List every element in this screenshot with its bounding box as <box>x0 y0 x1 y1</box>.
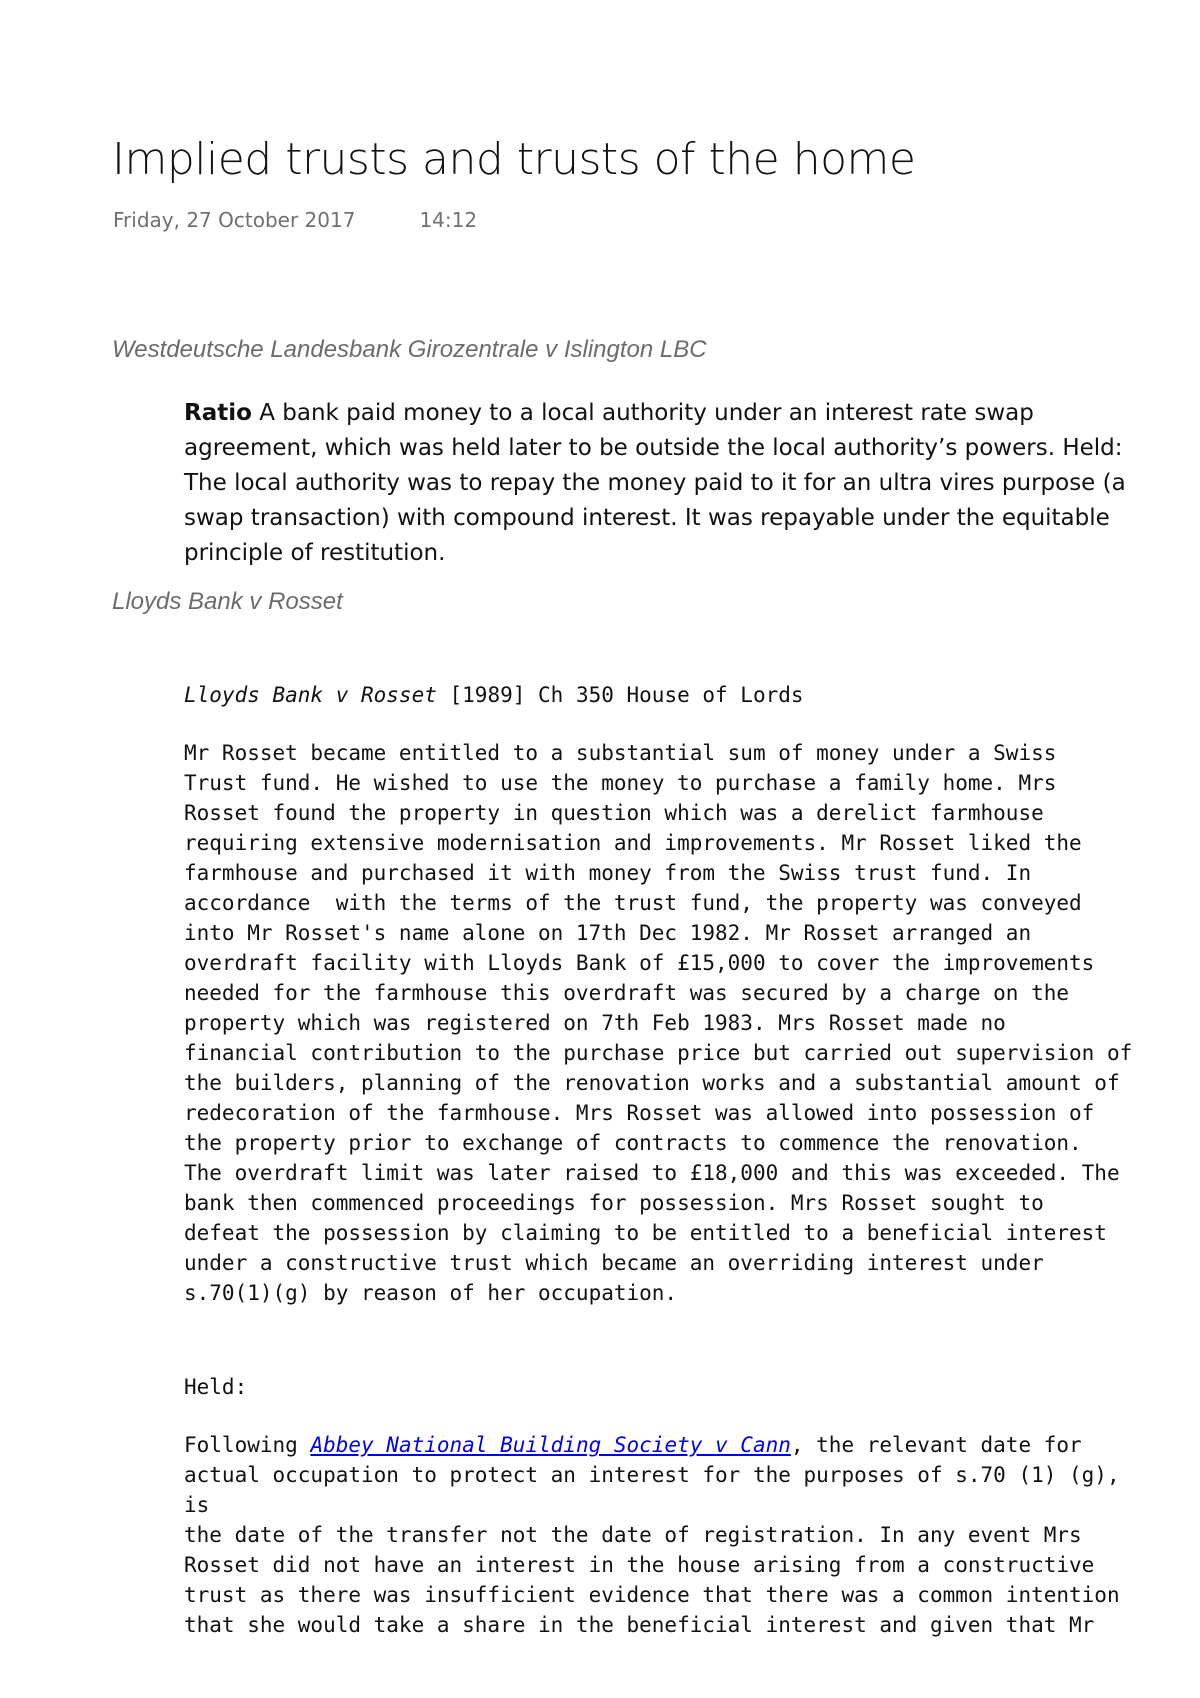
note-date: Friday, 27 October 2017 <box>113 208 356 232</box>
held-prefix: Following <box>184 1433 311 1457</box>
case-citation <box>184 680 1144 710</box>
note-time: 14:12 <box>419 208 478 232</box>
case-heading-lloyds: Lloyds Bank v Rosset <box>112 588 343 615</box>
held-text: , the relevant date for actual occupation to protect an interest for the purposes of s.70 (1) (g), is the date of the transfer not the date of registration. In any event Mrs Rosset did not have an interest in the house arising from a constructive trust as there was insufficient evidence that there was a common intention that she would take a share in the beneficial interest and given that Mr <box>184 1433 1120 1637</box>
citation-reference: [1989] Ch 350 House of Lords <box>436 683 804 707</box>
abbey-national-case-link[interactable]: Abbey National Building Society v Cann <box>310 1433 791 1457</box>
ratio-text: A bank paid money to a local authority under an interest rate swap agreement, which was held later to be outside the local authority’s powers. Held: The local authority was to repay the money paid to it for an ultra vires purpose (a swap transaction) with compound interest. It was repayable under the equitable principle of restitution. <box>184 400 1126 566</box>
note-timestamp <box>113 208 477 232</box>
ratio-label: Ratio <box>184 400 252 426</box>
case-heading-westdeutsche: Westdeutsche Landesbank Girozentrale v Islington LBC <box>112 336 707 363</box>
ratio-paragraph <box>184 396 1144 571</box>
page-title: Implied trusts and trusts of the home <box>112 134 916 185</box>
held-paragraph <box>184 1430 1144 1637</box>
case-facts: Mr Rosset became entitled to a substantial sum of money under a Swiss Trust fund. He wished to use the money to purchase a family home. Mrs Rosset found the property in question which was a derelict farmhouse requiring extensive modernisation and improvements. Mr Rosset liked the farmhouse and purchased it with money from the Swiss trust fund. In accordance with the terms of the trust fund, the property was conveyed into Mr Rosset's name alone on 17th Dec 1982. Mr Rosset arranged an overdraft facility with Lloyds Bank of £15,000 to cover the improvements needed for the farmhouse this overdraft was secured by a charge on the property which was registered on 7th Feb 1983. Mrs Rosset made no financial contribution to the purchase price but carried out supervision of the builders, planning of the renovation works and a substantial amount of redecoration of the farmhouse. Mrs Rosset was allowed into possession of the property prior to exchange of contracts to commence the renovation. The overdraft limit was later raised to £18,000 and this was exceeded. The bank then commenced proceedings for possession. Mrs Rosset sought to defeat the possession by claiming to be entitled to a beneficial interest under a constructive trust which became an overriding interest under s.70(1)(g) by reason of her occupation. <box>184 741 1133 1305</box>
citation-case-name: Lloyds Bank v Rosset <box>184 683 437 707</box>
held-label: Held: <box>184 1375 248 1399</box>
